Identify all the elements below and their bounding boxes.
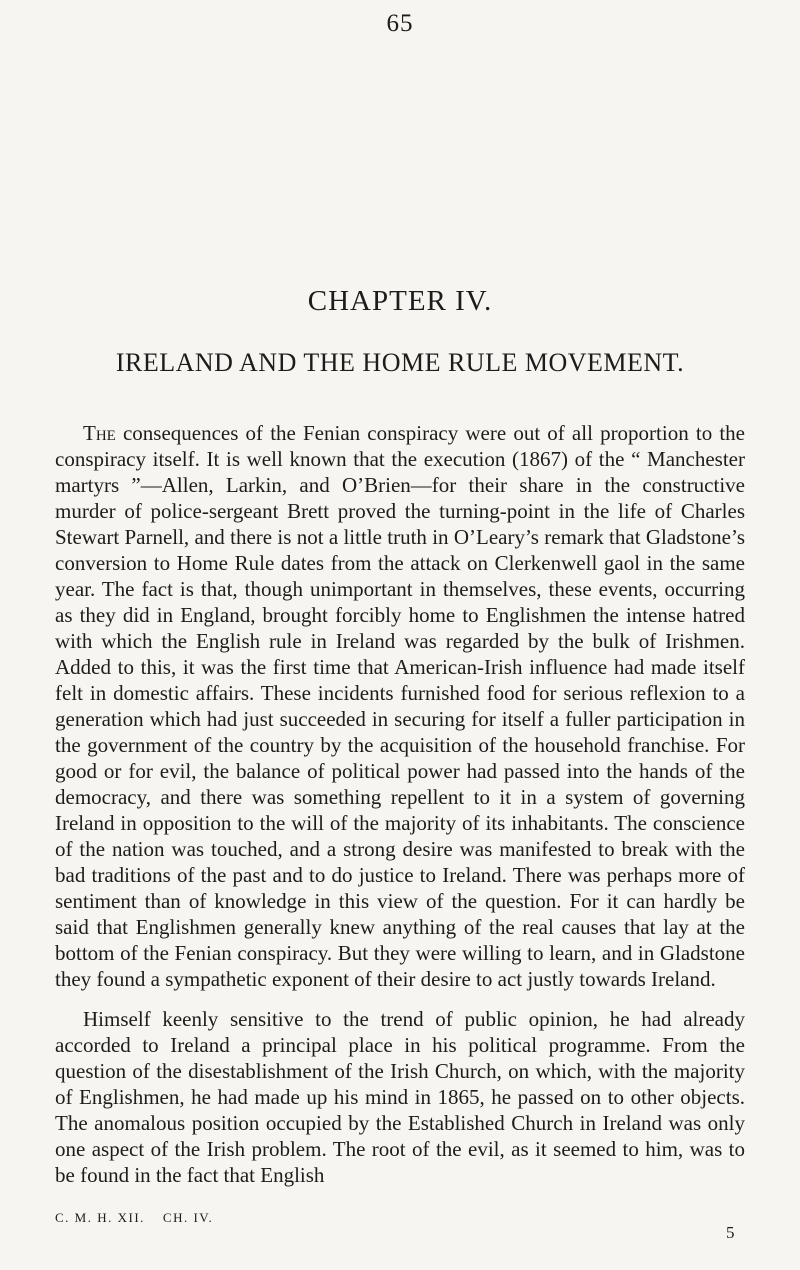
sheet-number: 5 (726, 1223, 735, 1242)
page-number: 65 (386, 10, 414, 37)
paragraph-2: Himself keenly sensitive to the trend of public opinion, he had already accorded to Ireland a principal place in his political programme. From the question of the disestablishment of the Irish Church, on which, with the majority of Englishmen, he had made up his mind in 1865, he passed on to other objects. The anomalous position occupied by the Established Church in Ireland was only one aspect of the Irish problem. The root of the evil, as it seemed to him, was to be found in the fact that English (55, 1007, 745, 1187)
paragraph-1 (55, 420, 745, 992)
signature-mark (55, 1210, 231, 1226)
paragraph-1-lead-word: The (83, 421, 116, 445)
chapter-heading: CHAPTER IV. (307, 285, 493, 317)
paragraph-1-text: consequences of the Fenian conspiracy were out of all proportion to the conspiracy itself. It is well known that the execution (1867) of the “ Manchester martyrs ”—Allen, Larkin, and O’Brien—for their share in the constructive murder of police-sergeant Brett proved the turning-point in the life of Charles Stewart Parnell, and there is not a little truth in O’Leary’s remark that Gladstone’s conversion to Home Rule dates from the attack on Clerkenwell gaol in the same year. The fact is that, though unimportant in themselves, these events, occurring as they did in England, brought forcibly home to Englishmen the intense hatred with which the English rule in Ireland was regarded by the bulk of Irishmen. Added to this, it was the first time that American-Irish influence had made itself felt in domestic affairs. These incidents furnished food for serious reflexion to a generation which had just succeeded in securing for itself a fuller participation in the government of the country by the acquisition of the household franchise. For good or for evil, the balance of political power had passed into the hands of the democracy, and there was something repellent to it in a system of governing Ireland in opposition to the will of the majority of its inhabitants. The conscience of the nation was touched, and a strong desire was manifested to break with the bad traditions of the past and to do justice to Ireland. There was perhaps more of sentiment than of knowledge in this view of the question. For it can hardly be said that Englishmen generally knew anything of the real causes that lay at the bottom of the Fenian conspiracy. But they were willing to learn, and in Gladstone they found a sympathetic exponent of their desire to act justly towards Ireland. (55, 421, 745, 991)
signature-chapter: CH. IV. (162, 1210, 214, 1225)
chapter-title: IRELAND AND THE HOME RULE MOVEMENT. (115, 348, 685, 377)
signature-volume: C. M. H. XII. (55, 1210, 145, 1225)
body-text (55, 420, 745, 1188)
